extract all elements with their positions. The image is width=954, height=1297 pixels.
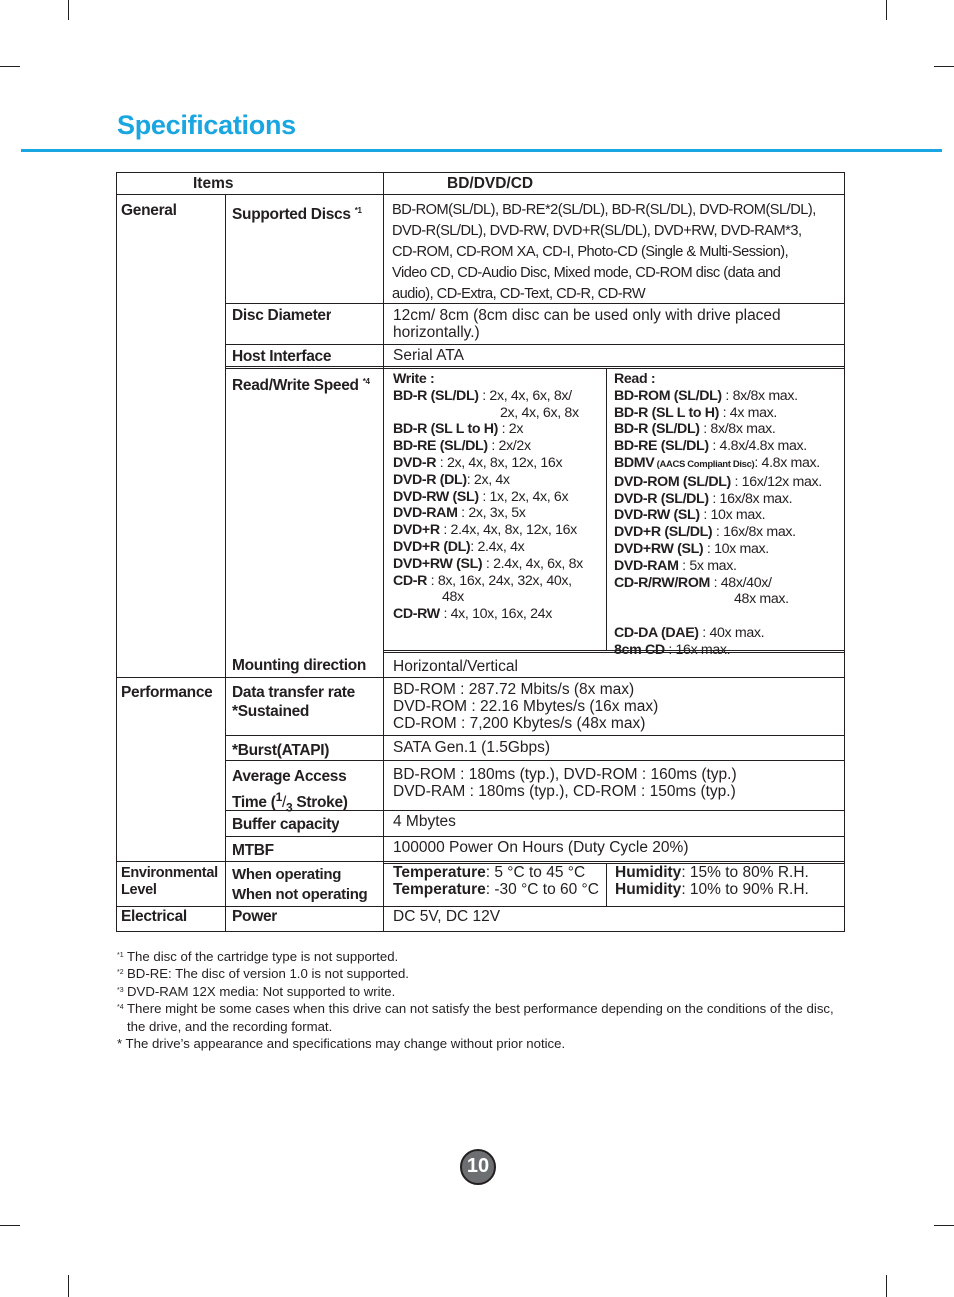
row-divider xyxy=(116,677,845,678)
burst-value: SATA Gen.1 (1.5Gbps) xyxy=(393,739,551,756)
mtbf-value: 100000 Power On Hours (Duty Cycle 20%) xyxy=(393,839,689,856)
buffer-capacity-value: 4 Mbytes xyxy=(393,813,456,830)
mounting-direction-label: Mounting direction xyxy=(232,657,367,674)
list-item: CD-RW : 4x, 10x, 16x, 24x xyxy=(393,606,552,623)
row-divider xyxy=(225,344,845,345)
table-border xyxy=(844,172,845,932)
read-speed-list: Read : BD-ROM (SL/DL) : 8x/8x max. BD-R (SL L to H) : 4x max. BD-R (SL/DL) : 8x/8x max. BD-RE (SL/DL) : 4.8x/4.8x max. BDMV (AACS Compliant Disc): 4.8x max. DVD-ROM (SL/DL) : 16x/12x max. DVD-R (SL/DL) : 16x/8x max. DVD-RW (SL) : 10x max. DVD+R (SL/DL) : 16x/8x max. DVD+RW (SL) : 10x max. DVD-RAM : 5x max. CD-R/RW/ROM : 48x/40x/ 48x max. CD-DA (DAE) : 40x max. 8cm CD : 16x max. xyxy=(614,371,844,659)
host-interface-value: Serial ATA xyxy=(393,347,464,364)
list-item: BD-R (SL/DL) : 2x, 4x, 6x, 8x/ xyxy=(393,387,572,404)
list-item: DVD-RW (SL) : 10x max. xyxy=(614,507,766,524)
read-write-speed-label: Read/Write Speed $^{*4}$ xyxy=(232,377,370,395)
column-divider xyxy=(383,172,384,932)
temperature-value: Temperature: 5 °C to 45 °C Temperature: -30 °C to 60 °C xyxy=(393,864,599,898)
list-item: BDMV (AACS Compliant Disc): 4.8x max. xyxy=(614,454,820,471)
crop-mark xyxy=(68,1275,69,1297)
row-divider xyxy=(116,861,845,862)
list-item: DVD+RW (SL) : 10x max. xyxy=(614,540,769,557)
row-divider xyxy=(116,194,845,195)
row-divider xyxy=(225,735,845,736)
power-value: DC 5V, DC 12V xyxy=(393,908,501,925)
list-item xyxy=(614,608,844,625)
footnote: *3 DVD-RAM 12X media: Not supported to write. xyxy=(117,983,396,999)
header-value: BD/DVD/CD xyxy=(447,175,534,192)
list-item: 48x xyxy=(442,589,464,606)
row-divider xyxy=(225,366,845,367)
row-divider xyxy=(225,836,845,837)
buffer-capacity-label: Buffer capacity xyxy=(232,816,340,833)
list-item: 8cm CD : 16x max. xyxy=(614,641,731,658)
row-divider xyxy=(225,368,845,369)
host-interface-label: Host Interface xyxy=(232,348,332,365)
crop-mark xyxy=(886,1275,887,1297)
list-item: DVD-RW (SL) : 1x, 2x, 4x, 6x xyxy=(393,488,569,505)
list-item: DVD-R : 2x, 4x, 8x, 12x, 16x xyxy=(393,454,563,471)
row-divider xyxy=(116,906,845,907)
mounting-direction-value: Horizontal/Vertical xyxy=(393,658,518,675)
list-item: BD-ROM (SL/DL) : 8x/8x max. xyxy=(614,387,798,404)
list-item: DVD+R (SL/DL) : 16x/8x max. xyxy=(614,524,796,541)
disclaimer: * The drive’s appearance and specifications may change without prior notice. xyxy=(117,1036,566,1052)
disc-diameter-label: Disc Diameter xyxy=(232,307,332,324)
group-electrical: Electrical xyxy=(121,908,187,925)
crop-mark xyxy=(934,1225,954,1226)
crop-mark xyxy=(0,66,20,67)
crop-mark xyxy=(886,0,887,20)
power-label: Power xyxy=(232,908,278,925)
page-number: 10 xyxy=(460,1149,496,1185)
footnote: *4 There might be some cases when this drive can not satisfy the best performance depending on the conditions of the disc, the drive, and the recording format. xyxy=(117,1001,834,1034)
column-divider xyxy=(606,863,607,906)
environmental-conditions-label: When operating When not operating xyxy=(232,866,368,903)
table-border xyxy=(116,172,845,173)
list-item: DVD-ROM (SL/DL) : 16x/12x max. xyxy=(614,473,822,490)
list-item: BD-RE (SL/DL) : 2x/2x xyxy=(393,438,531,455)
list-item: BD-R (SL L to H) : 2x xyxy=(393,421,524,438)
average-access-label: Average Access Time ($^1/_3$ Stroke) xyxy=(232,768,348,815)
data-transfer-value: BD-ROM : 287.72 Mbits/s (8x max) DVD-ROM : 22.16 Mbytes/s (16x max) CD-ROM : 7,200 Kbytes/s (48x max) xyxy=(393,681,659,732)
crop-mark xyxy=(0,1225,20,1226)
data-transfer-label: Data transfer rate *Sustained xyxy=(232,684,355,720)
list-item: 2x, 4x, 6x, 8x xyxy=(500,404,579,421)
crop-mark xyxy=(68,0,69,20)
list-item: DVD-RAM : 2x, 3x, 5x xyxy=(393,505,526,522)
list-item: BD-R (SL L to H) : 4x max. xyxy=(614,404,777,421)
title-rule xyxy=(21,149,942,152)
group-environmental: Environmental Level xyxy=(121,865,218,898)
write-speed-list: Write : BD-R (SL/DL) : 2x, 4x, 6x, 8x/ 2x, 4x, 6x, 8x BD-R (SL L to H) : 2x BD-RE (SL/DL) : 2x/2x DVD-R : 2x, 4x, 8x, 12x, 16x DVD-R (DL): 2x, 4x DVD-RW (SL) : 1x, 2x, 4x, 6x DVD-RAM : 2x, 3x, 5x DVD+R : 2.4x, 4x, 8x, 12x, 16x DVD+R (DL): 2.4x, 4x DVD+RW (SL) : 2.4x, 4x, 6x, 8x CD-R : 8x, 16x, 24x, 32x, 40x, 48x CD-RW : 4x, 10x, 16x, 24x xyxy=(393,371,607,623)
supported-discs-label: Supported Discs $^{*1}$ xyxy=(232,206,362,224)
group-general: General xyxy=(121,202,177,219)
burst-label: *Burst(ATAPI) xyxy=(232,742,330,759)
list-item: DVD+RW (SL) : 2.4x, 4x, 6x, 8x xyxy=(393,555,583,572)
average-access-value: BD-ROM : 180ms (typ.), DVD-ROM : 160ms (typ.) DVD-RAM : 180ms (typ.), CD-ROM : 150ms (typ.) xyxy=(393,766,737,800)
list-item: CD-R : 8x, 16x, 24x, 32x, 40x, xyxy=(393,572,572,589)
page-title: Specifications xyxy=(117,110,296,140)
list-item: DVD-R (DL): 2x, 4x xyxy=(393,471,510,488)
group-performance: Performance xyxy=(121,684,213,701)
footnote: *1 The disc of the cartridge type is not supported. xyxy=(117,949,399,964)
crop-mark xyxy=(934,66,954,67)
footnote: *2 BD-RE: The disc of version 1.0 is not supported. xyxy=(117,966,409,982)
list-item: BD-RE (SL/DL) : 4.8x/4.8x max. xyxy=(614,438,807,455)
row-divider xyxy=(225,760,845,761)
list-item: CD-R/RW/ROM : 48x/40x/ xyxy=(614,574,772,591)
humidity-value: Humidity: 15% to 80% R.H. Humidity: 10% to 90% R.H. xyxy=(615,864,809,898)
list-item: DVD-RAM : 5x max. xyxy=(614,557,737,574)
column-divider xyxy=(225,194,226,932)
list-item: DVD+R (DL): 2.4x, 4x xyxy=(393,538,525,555)
list-item: DVD-R (SL/DL) : 16x/8x max. xyxy=(614,490,793,507)
table-border xyxy=(116,172,117,932)
list-item: BD-R (SL/DL) : 8x/8x max. xyxy=(614,421,776,438)
footnotes xyxy=(117,948,847,1052)
list-item: CD-DA (DAE) : 40x max. xyxy=(614,624,765,641)
header-items: Items xyxy=(193,175,234,192)
list-item: 48x max. xyxy=(734,591,789,608)
list-item: DVD+R : 2.4x, 4x, 8x, 12x, 16x xyxy=(393,522,577,539)
supported-discs-value: BD-ROM(SL/DL), BD-RE*2(SL/DL), BD-R(SL/DL), DVD-ROM(SL/DL), DVD-R(SL/DL), DVD-RW, DVD+R(SL/DL), DVD+RW, DVD-RAM*3, CD-ROM, CD-ROM XA, CD-I, Photo-CD (Single & Multi-Session), Video CD, CD-Audio Disc, Mixed mode, CD-ROM disc (data and audio), CD-Extra, CD-Text, CD-R, CD-RW xyxy=(392,202,816,302)
mtbf-label: MTBF xyxy=(232,842,274,859)
disc-diameter-value: 12cm/ 8cm (8cm disc can be used only with drive placed horizontally.) xyxy=(393,307,781,341)
